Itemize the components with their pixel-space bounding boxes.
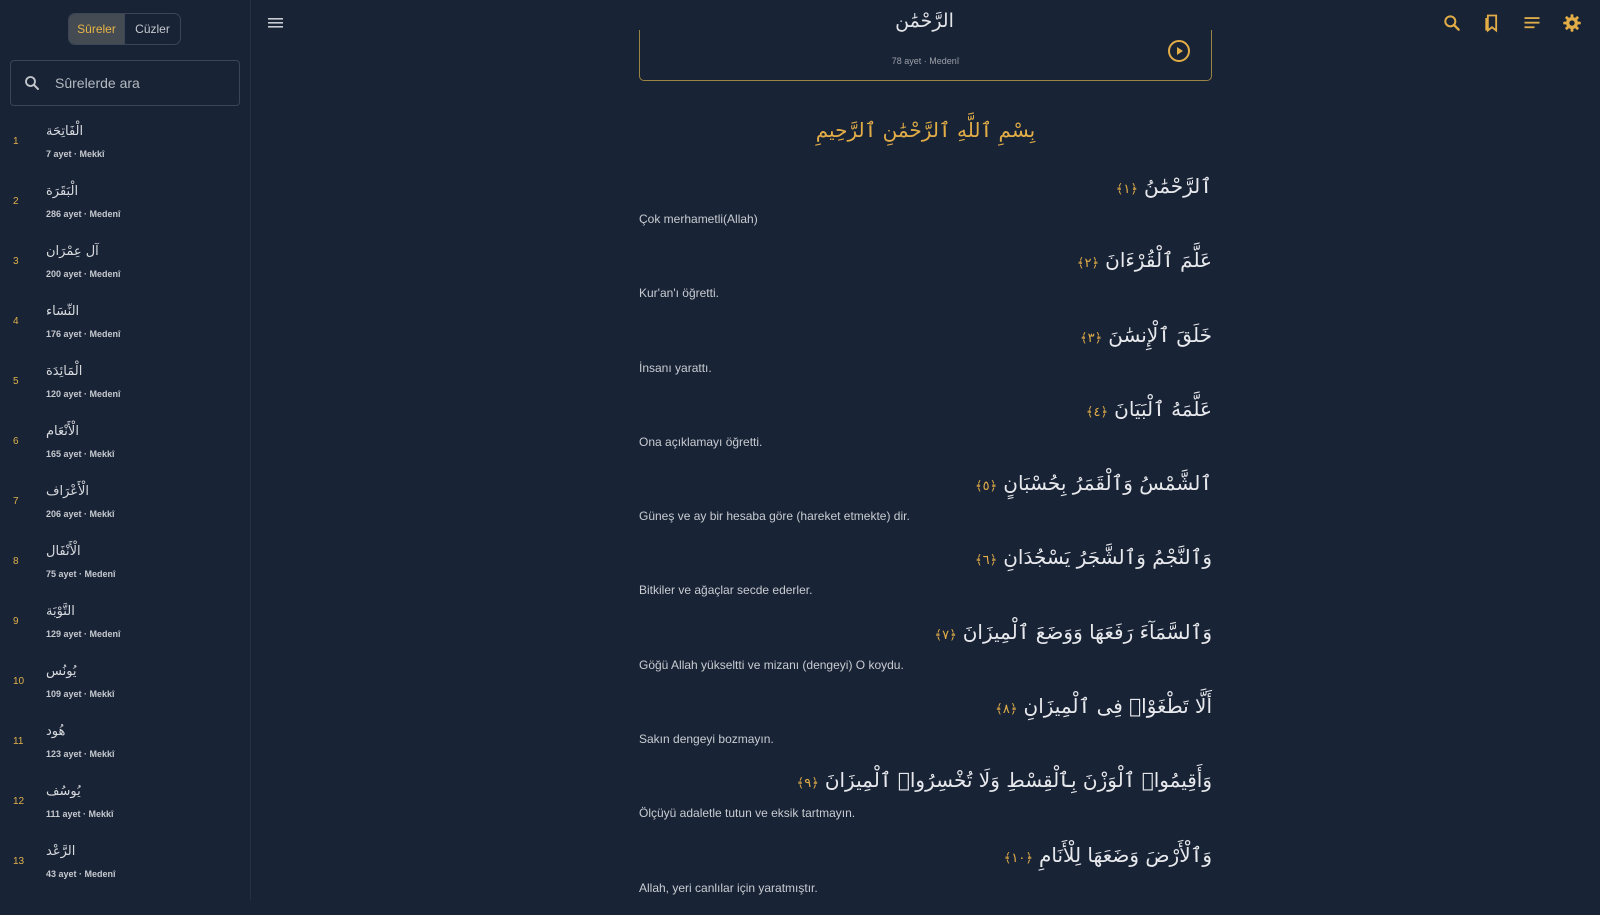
surah-number: 7 bbox=[13, 496, 19, 507]
verse-translation: Ölçüyü adaletle tutun ve eksik tartmayın. bbox=[639, 806, 856, 821]
surah-name: الْأَنْفَال bbox=[46, 544, 81, 559]
verse-translation: Çok merhametli(Allah) bbox=[639, 212, 758, 226]
verse-number: ﴿٦﴾ bbox=[975, 553, 998, 569]
verse-item[interactable] bbox=[639, 543, 1212, 617]
verse-number: ﴿٩﴾ bbox=[796, 776, 819, 792]
verse-number: ﴿٨﴾ bbox=[995, 702, 1018, 718]
verse-arabic bbox=[975, 471, 1212, 495]
surah-number: 9 bbox=[13, 616, 19, 627]
top-actions bbox=[1432, 13, 1592, 33]
surah-name: الْبَقَرَة bbox=[46, 184, 79, 199]
surah-number: 5 bbox=[13, 376, 19, 387]
surah-list-item[interactable] bbox=[0, 174, 249, 234]
surah-list-item[interactable] bbox=[0, 114, 249, 174]
surah-list-item[interactable] bbox=[0, 594, 249, 654]
verse-arabic-text: ٱلرَّحْمَٰنُ bbox=[1144, 174, 1212, 198]
verse-number: ﴿٧﴾ bbox=[934, 627, 957, 643]
surah-name: الْمَائِدَة bbox=[46, 364, 83, 379]
verse-translation: Güneş ve ay bir hesaba göre (hareket etmekte) dir. bbox=[639, 509, 910, 524]
surah-name: التَّوْبَة bbox=[46, 604, 75, 619]
verse-arabic bbox=[797, 768, 1212, 792]
tab-cuzler[interactable]: Cüzler bbox=[124, 14, 180, 44]
verse-arabic-text: وَٱلْأَرْضَ وَضَعَهَا لِلْأَنَامِ bbox=[1038, 842, 1212, 867]
list-mode-toggle bbox=[68, 13, 181, 45]
surah-list-item[interactable] bbox=[0, 774, 249, 834]
surah-number: 6 bbox=[13, 436, 19, 447]
surah-number: 1 bbox=[13, 136, 19, 147]
verse-item[interactable] bbox=[639, 395, 1212, 469]
surah-details: 165 ayet · Mekkî bbox=[46, 449, 115, 459]
surah-details: 111 ayet · Mekkî bbox=[46, 809, 114, 819]
surah-details: 109 ayet · Mekkî bbox=[46, 689, 115, 699]
verse-arabic bbox=[935, 620, 1213, 644]
verse-translation: Kur'an'ı öğretti. bbox=[639, 286, 719, 301]
surah-details: 286 ayet · Medenî bbox=[46, 209, 121, 219]
surah-list bbox=[0, 114, 249, 894]
surah-list-item[interactable] bbox=[0, 414, 249, 474]
surah-name: الرَّعْد bbox=[46, 844, 76, 859]
verse-translation: Sakın dengeyi bozmayın. bbox=[639, 732, 774, 747]
verse-item[interactable] bbox=[639, 172, 1212, 246]
verse-arabic bbox=[1077, 248, 1212, 272]
surah-list-item[interactable] bbox=[0, 234, 249, 294]
verse-arabic-text: أَلَّا تَطْغَوْا۟ فِى ٱلْمِيزَانِ bbox=[1023, 694, 1212, 719]
bookmark-icon[interactable] bbox=[1472, 13, 1512, 33]
verse-arabic bbox=[1080, 323, 1212, 347]
settings-icon[interactable] bbox=[1552, 13, 1592, 33]
verse-translation: Göğü Allah yükseltti ve mizanı (dengeyi) O koydu. bbox=[639, 657, 904, 672]
surah-meta: 78 ayet · Medenî bbox=[891, 56, 960, 66]
surah-list-item[interactable] bbox=[0, 294, 249, 354]
verse-translation: İnsanı yarattı. bbox=[639, 360, 712, 375]
verse-item[interactable] bbox=[639, 618, 1212, 692]
verse-arabic-text: عَلَّمَهُ ٱلْبَيَانَ bbox=[1114, 396, 1212, 421]
tab-sureler[interactable]: Sûreler bbox=[69, 14, 124, 44]
surah-name: هُود bbox=[46, 724, 66, 739]
verse-number: ﴿٣﴾ bbox=[1079, 330, 1103, 346]
verse-arabic bbox=[1116, 174, 1212, 198]
surah-details: 75 ayet · Medenî bbox=[46, 569, 116, 579]
surah-number: 8 bbox=[13, 556, 19, 567]
surah-list-item[interactable] bbox=[0, 654, 249, 714]
verse-list bbox=[639, 172, 1212, 915]
surah-title: الرَّحْمَٰن bbox=[895, 10, 954, 32]
surah-list-item[interactable] bbox=[0, 474, 249, 534]
search-icon[interactable] bbox=[1432, 13, 1472, 33]
verse-number: ﴿١٠﴾ bbox=[1003, 850, 1033, 866]
verse-arabic bbox=[975, 545, 1212, 569]
verse-arabic bbox=[995, 694, 1212, 718]
surah-list-item[interactable] bbox=[0, 834, 249, 894]
bismillah: بِسْمِ ٱللَّهِ ٱلرَّحْمَٰنِ ٱلرَّحِيمِ bbox=[815, 118, 1036, 142]
surah-list-item[interactable] bbox=[0, 534, 249, 594]
surah-number: 3 bbox=[13, 256, 19, 267]
verse-item[interactable] bbox=[639, 246, 1212, 320]
surah-search-box bbox=[10, 60, 240, 106]
surah-name: يُونُس bbox=[46, 664, 77, 679]
surah-info-card bbox=[639, 30, 1212, 81]
surah-list-item[interactable] bbox=[0, 714, 249, 774]
verse-arabic-text: خَلَقَ ٱلْإِنسَٰنَ bbox=[1108, 322, 1212, 347]
surah-details: 200 ayet · Medenî bbox=[46, 269, 121, 279]
surah-details: 129 ayet · Medenî bbox=[46, 629, 121, 639]
verse-arabic bbox=[1004, 843, 1212, 867]
surah-name: الْفَاتِحَة bbox=[46, 124, 84, 139]
surah-list-item[interactable] bbox=[0, 354, 249, 414]
verse-item[interactable] bbox=[639, 766, 1212, 840]
surah-number: 10 bbox=[13, 676, 25, 687]
verse-item[interactable] bbox=[639, 692, 1212, 766]
surah-details: 176 ayet · Medenî bbox=[46, 329, 121, 339]
surah-sidebar bbox=[0, 0, 251, 900]
surah-name: الْأَنْعَام bbox=[46, 424, 79, 439]
verse-arabic bbox=[1086, 397, 1212, 421]
verse-arabic-text: وَأَقِيمُوا۟ ٱلْوَزْنَ بِٱلْقِسْطِ وَلَا تُخْسِرُوا۟ ٱلْمِيزَانَ bbox=[824, 768, 1212, 793]
verse-arabic-text: وَٱلسَّمَآءَ رَفَعَهَا وَوَضَعَ ٱلْمِيزَانَ bbox=[962, 619, 1212, 644]
surah-details: 7 ayet · Mekkî bbox=[46, 149, 105, 159]
verse-arabic-text: عَلَّمَ ٱلْقُرْءَانَ bbox=[1105, 248, 1212, 273]
surah-number: 4 bbox=[13, 316, 19, 327]
surah-number: 13 bbox=[13, 856, 25, 867]
verse-item[interactable] bbox=[639, 321, 1212, 395]
surah-name: يُوسُف bbox=[46, 784, 81, 799]
verse-number: ﴿٤﴾ bbox=[1085, 404, 1109, 420]
list-icon[interactable] bbox=[1512, 13, 1552, 33]
surah-details: 206 ayet · Mekkî bbox=[46, 509, 115, 519]
verse-number: ﴿٢﴾ bbox=[1076, 256, 1100, 272]
verse-translation: Ona açıklamayı öğretti. bbox=[639, 434, 763, 449]
surah-search-input[interactable] bbox=[53, 74, 227, 92]
verse-number: ﴿١﴾ bbox=[1115, 182, 1138, 197]
surah-name: آل عِمْرَان bbox=[46, 244, 99, 259]
surah-name: الْأَعْرَاف bbox=[46, 484, 90, 499]
surah-number: 12 bbox=[13, 796, 25, 807]
surah-number: 2 bbox=[13, 196, 19, 207]
verse-arabic-text: وَٱلنَّجْمُ وَٱلشَّجَرُ يَسْجُدَانِ bbox=[1003, 545, 1212, 570]
verse-arabic-text: ٱلشَّمْسُ وَٱلْقَمَرُ بِحُسْبَانٍ bbox=[1003, 471, 1212, 496]
search-icon bbox=[23, 74, 41, 92]
surah-name: النِّسَاء bbox=[46, 304, 80, 319]
surah-details: 123 ayet · Mekkî bbox=[46, 749, 115, 759]
verse-number: ﴿٥﴾ bbox=[975, 479, 998, 495]
play-icon[interactable] bbox=[1167, 39, 1191, 67]
verse-translation: Allah, yeri canlılar için yaratmıştır. bbox=[639, 880, 818, 895]
verse-item[interactable] bbox=[639, 841, 1212, 915]
verse-translation: Bitkiler ve ağaçlar secde ederler. bbox=[639, 583, 813, 598]
surah-details: 43 ayet · Medenî bbox=[46, 869, 116, 879]
surah-number: 11 bbox=[13, 736, 24, 747]
surah-details: 120 ayet · Medenî bbox=[46, 389, 121, 399]
verse-item[interactable] bbox=[639, 469, 1212, 543]
